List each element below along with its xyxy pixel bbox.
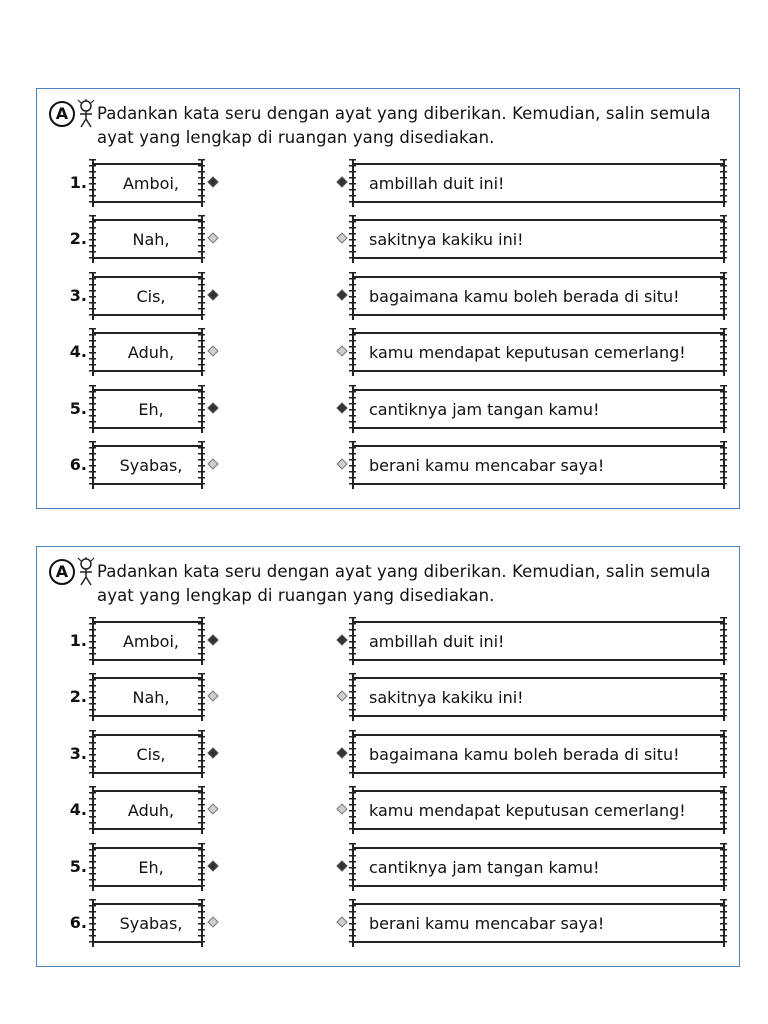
row-number: 3. — [69, 744, 87, 763]
diamond-dot-icon[interactable] — [336, 289, 347, 300]
diamond-dot-icon[interactable] — [336, 860, 347, 871]
row-number: 1. — [69, 631, 87, 650]
diamond-dot-icon[interactable] — [207, 176, 218, 187]
matching-row — [37, 903, 739, 943]
diamond-dot-icon[interactable] — [207, 747, 218, 758]
diamond-dot-icon[interactable] — [207, 345, 218, 356]
instruction-text: Padankan kata seru dengan ayat yang diberikan. Kemudian, salin semula ayat yang lengkap di ruangan yang disediakan. — [97, 104, 711, 147]
sentence-plank: ambillah duit ini! — [353, 621, 723, 661]
exclamation-plank: Syabas, — [93, 445, 201, 485]
diamond-dot-icon[interactable] — [336, 458, 347, 469]
row-number: 1. — [69, 173, 87, 192]
sentence-plank: cantiknya jam tangan kamu! — [353, 847, 723, 887]
matching-row — [37, 332, 739, 372]
sentence-plank: berani kamu mencabar saya! — [353, 445, 723, 485]
diamond-dot-icon[interactable] — [336, 634, 347, 645]
cartoon-mascot-icon — [75, 99, 97, 129]
matching-row — [37, 163, 739, 203]
diamond-dot-icon[interactable] — [207, 402, 218, 413]
exclamation-plank: Nah, — [93, 219, 201, 259]
row-number: 5. — [69, 857, 87, 876]
row-number: 3. — [69, 286, 87, 305]
diamond-dot-icon[interactable] — [336, 747, 347, 758]
matching-row — [37, 734, 739, 774]
diamond-dot-icon[interactable] — [336, 402, 347, 413]
cartoon-mascot-icon — [75, 557, 97, 587]
sentence-plank: sakitnya kakiku ini! — [353, 219, 723, 259]
sentence-plank: cantiknya jam tangan kamu! — [353, 389, 723, 429]
matching-row — [37, 677, 739, 717]
row-number: 6. — [69, 455, 87, 474]
diamond-dot-icon[interactable] — [207, 690, 218, 701]
letter-a-circle-icon: A — [49, 559, 75, 585]
diamond-dot-icon[interactable] — [336, 803, 347, 814]
row-number: 2. — [69, 687, 87, 706]
row-number: 2. — [69, 229, 87, 248]
sentence-plank: sakitnya kakiku ini! — [353, 677, 723, 717]
row-number: 5. — [69, 399, 87, 418]
exclamation-plank: Amboi, — [93, 621, 201, 661]
diamond-dot-icon[interactable] — [336, 690, 347, 701]
letter-a-circle-icon: A — [49, 101, 75, 127]
sentence-plank: kamu mendapat keputusan cemerlang! — [353, 790, 723, 830]
exclamation-plank: Aduh, — [93, 790, 201, 830]
instruction-header — [47, 97, 729, 157]
diamond-dot-icon[interactable] — [336, 916, 347, 927]
matching-row — [37, 621, 739, 661]
worksheet-2 — [36, 546, 740, 967]
diamond-dot-icon[interactable] — [207, 634, 218, 645]
exclamation-plank: Cis, — [93, 734, 201, 774]
exclamation-plank: Syabas, — [93, 903, 201, 943]
exclamation-plank: Eh, — [93, 847, 201, 887]
sentence-plank: bagaimana kamu boleh berada di situ! — [353, 276, 723, 316]
sentence-plank: berani kamu mencabar saya! — [353, 903, 723, 943]
diamond-dot-icon[interactable] — [207, 232, 218, 243]
diamond-dot-icon[interactable] — [207, 289, 218, 300]
instruction-header — [47, 555, 729, 615]
diamond-dot-icon[interactable] — [336, 232, 347, 243]
exclamation-plank: Aduh, — [93, 332, 201, 372]
row-number: 4. — [69, 800, 87, 819]
sentence-plank: bagaimana kamu boleh berada di situ! — [353, 734, 723, 774]
diamond-dot-icon[interactable] — [336, 345, 347, 356]
exclamation-plank: Amboi, — [93, 163, 201, 203]
matching-row — [37, 445, 739, 485]
sentence-plank: ambillah duit ini! — [353, 163, 723, 203]
diamond-dot-icon[interactable] — [207, 458, 218, 469]
matching-row — [37, 219, 739, 259]
diamond-dot-icon[interactable] — [207, 803, 218, 814]
diamond-dot-icon[interactable] — [336, 176, 347, 187]
sentence-plank: kamu mendapat keputusan cemerlang! — [353, 332, 723, 372]
matching-row — [37, 790, 739, 830]
exclamation-plank: Nah, — [93, 677, 201, 717]
exclamation-plank: Eh, — [93, 389, 201, 429]
matching-row — [37, 389, 739, 429]
worksheet-1 — [36, 88, 740, 509]
row-number: 6. — [69, 913, 87, 932]
diamond-dot-icon[interactable] — [207, 860, 218, 871]
instruction-text: Padankan kata seru dengan ayat yang diberikan. Kemudian, salin semula ayat yang lengkap di ruangan yang disediakan. — [97, 562, 711, 605]
row-number: 4. — [69, 342, 87, 361]
exclamation-plank: Cis, — [93, 276, 201, 316]
matching-row — [37, 276, 739, 316]
diamond-dot-icon[interactable] — [207, 916, 218, 927]
matching-row — [37, 847, 739, 887]
